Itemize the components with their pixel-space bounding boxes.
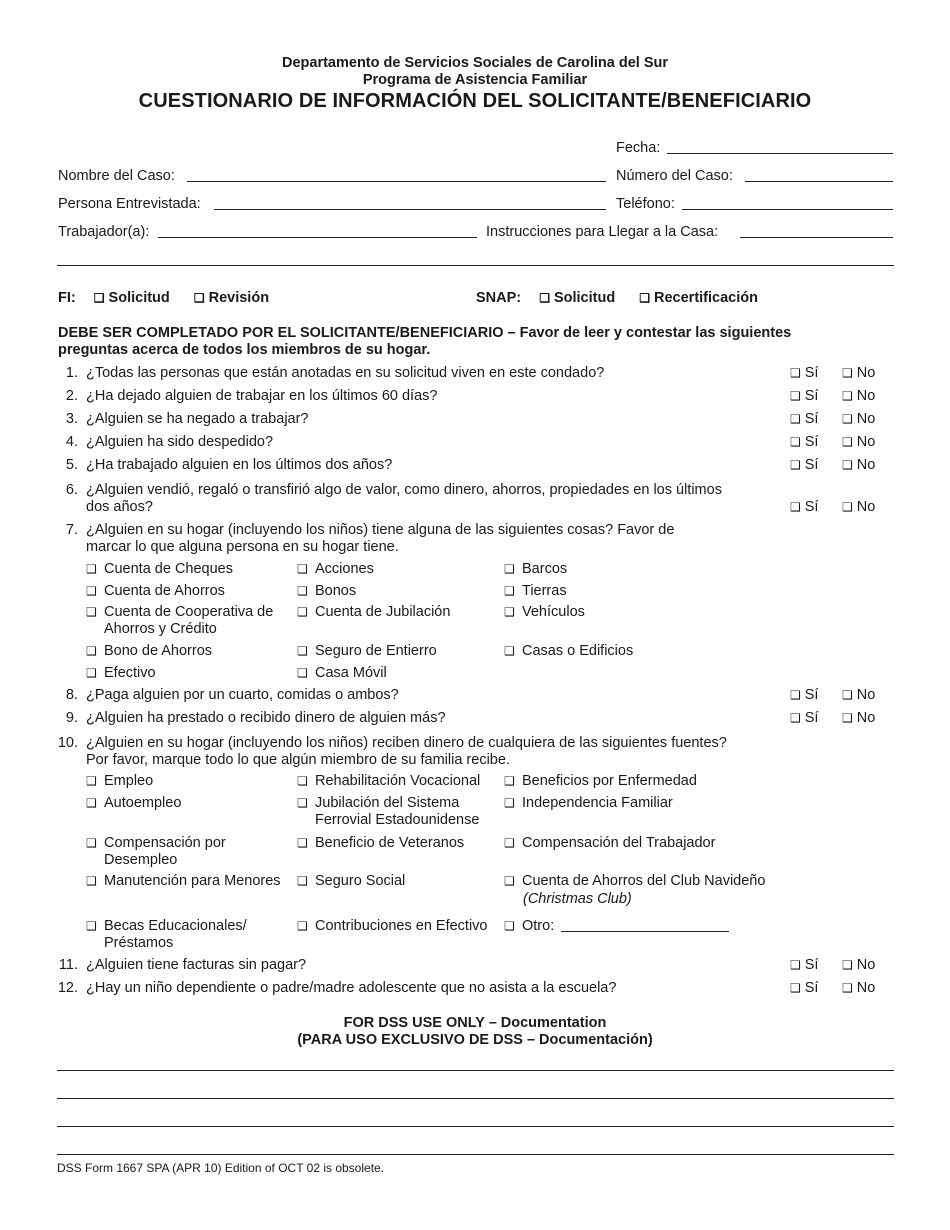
checkbox-icon[interactable]: ❑	[842, 500, 853, 514]
q7-option-9[interactable]	[504, 604, 704, 621]
option-label: Efectivo	[104, 665, 156, 681]
question-text: ¿Alguien tiene facturas sin pagar?	[86, 957, 307, 973]
checkbox-icon[interactable]: ❑	[842, 389, 853, 403]
instrucciones-label: Instrucciones para Llegar a la Casa:	[486, 224, 719, 240]
q10-option-7[interactable]	[86, 835, 286, 869]
yes-label: Sí	[804, 365, 819, 381]
option-label: Casas o Edificios	[522, 643, 634, 659]
question-text: ¿Alguien ha sido despedido?	[86, 434, 274, 450]
yes-label: Sí	[804, 388, 819, 404]
option-label: Cuenta de Ahorros del Club Navideño	[522, 873, 766, 889]
question-12-yes-option[interactable]	[790, 980, 818, 996]
checkbox-icon[interactable]: ❑	[790, 389, 801, 403]
option-label: Autoempleo	[104, 795, 182, 811]
checkbox-icon[interactable]: ❑	[86, 584, 97, 598]
q10-option-11[interactable]	[297, 873, 502, 890]
fi-revision-checkbox[interactable]: ❑	[193, 291, 205, 305]
checkbox-icon[interactable]: ❑	[842, 711, 853, 725]
q7-option-13[interactable]	[86, 665, 276, 682]
no-label: No	[856, 957, 876, 973]
option-label: Seguro Social	[315, 873, 406, 889]
question-9-yes-option[interactable]	[790, 710, 818, 726]
question-text: ¿Todas las personas que están anotadas en su solicitud viven en este condado?	[86, 365, 605, 381]
option-label: Bono de Ahorros	[104, 643, 213, 659]
checkbox-icon[interactable]: ❑	[504, 644, 515, 658]
checkbox-icon[interactable]: ❑	[86, 874, 97, 888]
option-label: Seguro de Entierro	[315, 643, 437, 659]
yes-label: Sí	[804, 457, 819, 473]
no-label: No	[856, 434, 876, 450]
question-text: ¿Alguien se ha negado a trabajar?	[86, 411, 309, 427]
checkbox-icon[interactable]: ❑	[86, 644, 97, 658]
q7-option-3[interactable]	[504, 561, 704, 578]
q10-option-1[interactable]	[86, 773, 286, 790]
no-label: No	[856, 457, 876, 473]
fi-group	[58, 290, 269, 306]
option-label: Beneficio de Veteranos	[315, 835, 465, 851]
q7-option-4[interactable]	[86, 583, 276, 600]
option-label: Vehículos	[522, 604, 585, 620]
option-label: Barcos	[522, 561, 568, 577]
doc-line-3[interactable]	[57, 1126, 894, 1127]
snap-recert-label: Recertificación	[654, 290, 758, 306]
question-4-no-option[interactable]	[842, 434, 875, 450]
question-text: ¿Alguien en su hogar (incluyendo los niños) tiene alguna de las siguientes cosas? Favor de marcar lo que alguna persona en su hogar tiene.	[86, 522, 675, 555]
instrucciones-field[interactable]	[740, 237, 893, 238]
trabajador-field[interactable]	[158, 237, 477, 238]
q10-option-9[interactable]	[504, 835, 794, 852]
checkbox-icon[interactable]: ❑	[504, 584, 515, 598]
snap-group	[476, 290, 758, 306]
q7-option-8[interactable]	[297, 604, 487, 621]
fecha-field[interactable]	[667, 153, 893, 154]
question-6-yes-option[interactable]	[790, 499, 818, 515]
checkbox-icon[interactable]: ❑	[790, 958, 801, 972]
no-label: No	[856, 687, 876, 703]
q7-option-6[interactable]	[504, 583, 704, 600]
question-6-no-option[interactable]	[842, 499, 875, 515]
option-label: Casa Móvil	[315, 665, 387, 681]
checkbox-icon[interactable]: ❑	[86, 836, 97, 850]
no-label: No	[856, 499, 876, 515]
persona-label: Persona Entrevistada:	[58, 196, 201, 212]
option-label: Cuenta de Jubilación	[315, 604, 451, 620]
checkbox-icon[interactable]: ❑	[790, 435, 801, 449]
checkbox-icon[interactable]: ❑	[86, 605, 97, 619]
yes-label: Sí	[804, 980, 819, 996]
fi-solicitud-label: Solicitud	[108, 290, 170, 306]
question-text: ¿Hay un niño dependiente o padre/madre adolescente que no asista a la escuela?	[86, 980, 617, 996]
form-title: CUESTIONARIO DE INFORMACIÓN DEL SOLICITANTE/BENEFICIARIO	[138, 90, 812, 112]
question-number: 9.	[65, 710, 78, 726]
checkbox-icon[interactable]: ❑	[790, 711, 801, 725]
question-number: 8.	[65, 687, 78, 703]
checkbox-icon[interactable]: ❑	[297, 605, 308, 619]
question-5-yes-option[interactable]	[790, 457, 818, 473]
checkbox-icon[interactable]: ❑	[297, 562, 308, 576]
option-label: Jubilación del Sistema Ferrovial Estadounidense	[315, 795, 480, 828]
checkbox-icon[interactable]: ❑	[86, 774, 97, 788]
instructions: DEBE SER COMPLETADO POR EL SOLICITANTE/BENEFICIARIO – Favor de leer y contestar las siguientes preguntas acerca de todos los miembros de su hogar.	[58, 325, 792, 358]
yes-label: Sí	[804, 434, 819, 450]
q10-option-8[interactable]	[297, 835, 502, 852]
question-2-yes-option[interactable]	[790, 388, 818, 404]
checkbox-icon[interactable]: ❑	[842, 458, 853, 472]
checkbox-icon[interactable]: ❑	[86, 562, 97, 576]
checkbox-icon[interactable]: ❑	[297, 584, 308, 598]
checkbox-icon[interactable]: ❑	[86, 796, 97, 810]
question-number: 12.	[57, 980, 78, 996]
option-label: Rehabilitación Vocacional	[315, 773, 481, 789]
checkbox-icon[interactable]: ❑	[842, 958, 853, 972]
yes-label: Sí	[804, 957, 819, 973]
question-text: ¿Alguien en su hogar (incluyendo los niños) reciben dinero de cualquiera de las siguientes fuentes? Por favor, marque todo lo que algún miembro de su familia recibe.	[86, 735, 727, 768]
q7-option-2[interactable]	[297, 561, 487, 578]
checkbox-icon[interactable]: ❑	[297, 644, 308, 658]
checkbox-icon[interactable]: ❑	[504, 919, 515, 933]
q10-option-15[interactable]	[504, 918, 794, 935]
dss-use-line2: (PARA USO EXCLUSIVO DE DSS – Documentación)	[297, 1032, 653, 1048]
checkbox-icon[interactable]: ❑	[297, 919, 308, 933]
checkbox-icon[interactable]: ❑	[504, 874, 515, 888]
question-11-yes-option[interactable]	[790, 957, 818, 973]
option-label: Acciones	[315, 561, 374, 577]
otro-field[interactable]	[561, 931, 729, 932]
yes-label: Sí	[804, 411, 819, 427]
question-8-yes-option[interactable]	[790, 687, 818, 703]
checkbox-icon[interactable]: ❑	[790, 981, 801, 995]
q7-option-7[interactable]	[86, 604, 276, 638]
question-number: 3.	[65, 411, 78, 427]
option-label: Contribuciones en Efectivo	[315, 918, 488, 934]
divider	[57, 265, 894, 266]
checkbox-icon[interactable]: ❑	[842, 981, 853, 995]
question-number: 10.	[57, 735, 78, 751]
q10-option-3[interactable]	[504, 773, 794, 790]
checkbox-icon[interactable]: ❑	[504, 605, 515, 619]
fecha-label: Fecha:	[616, 140, 661, 156]
checkbox-icon[interactable]: ❑	[504, 774, 515, 788]
q10-option-13[interactable]	[86, 918, 286, 952]
question-4-yes-option[interactable]	[790, 434, 818, 450]
question-text: ¿Ha dejado alguien de trabajar en los últimos 60 días?	[86, 388, 438, 404]
q7-option-10[interactable]	[86, 643, 276, 660]
telefono-field[interactable]	[682, 209, 893, 210]
checkbox-icon[interactable]: ❑	[297, 836, 308, 850]
christmas-club-note: (Christmas Club)	[523, 891, 632, 907]
doc-line-4[interactable]	[57, 1154, 894, 1155]
no-label: No	[856, 365, 876, 381]
checkbox-icon[interactable]: ❑	[504, 796, 515, 810]
question-number: 7.	[65, 522, 78, 538]
q10-option-12[interactable]	[504, 873, 794, 890]
yes-label: Sí	[804, 687, 819, 703]
option-label: Cuenta de Cooperativa de Ahorros y Crédito	[104, 604, 274, 637]
option-label: Becas Educacionales/ Préstamos	[104, 918, 247, 951]
yes-label: Sí	[804, 499, 819, 515]
checkbox-icon[interactable]: ❑	[297, 796, 308, 810]
q10-option-14[interactable]	[297, 918, 502, 935]
question-9-no-option[interactable]	[842, 710, 875, 726]
q7-option-14[interactable]	[297, 665, 487, 682]
trabajador-label: Trabajador(a):	[58, 224, 150, 240]
program-name: Programa de Asistencia Familiar	[362, 72, 588, 88]
fi-label: FI:	[58, 290, 76, 306]
question-text: ¿Paga alguien por un cuarto, comidas o ambos?	[86, 687, 399, 703]
no-label: No	[856, 388, 876, 404]
question-text: ¿Ha trabajado alguien en los últimos dos años?	[86, 457, 393, 473]
option-label: Independencia Familiar	[522, 795, 673, 811]
checkbox-icon[interactable]: ❑	[504, 836, 515, 850]
checkbox-icon[interactable]: ❑	[86, 666, 97, 680]
no-label: No	[856, 710, 876, 726]
option-label: Bonos	[315, 583, 357, 599]
snap-solicitud-checkbox[interactable]: ❑	[539, 291, 550, 305]
telefono-label: Teléfono:	[616, 196, 675, 212]
checkbox-icon[interactable]: ❑	[842, 412, 853, 426]
q10-option-6[interactable]	[504, 795, 794, 812]
question-number: 2.	[65, 388, 78, 404]
question-12-no-option[interactable]	[842, 980, 875, 996]
question-text: ¿Alguien vendió, regaló o transfirió algo de valor, como dinero, ahorros, propiedades en los últimos dos años?	[86, 482, 722, 515]
agency-name: Departamento de Servicios Sociales de Carolina del Sur	[282, 55, 668, 71]
q10-option-10[interactable]	[86, 873, 286, 890]
question-3-no-option[interactable]	[842, 411, 875, 427]
no-label: No	[856, 980, 876, 996]
q7-option-5[interactable]	[297, 583, 487, 600]
option-label: Cuenta de Cheques	[104, 561, 233, 577]
numero-caso-field[interactable]	[745, 181, 893, 182]
checkbox-icon[interactable]: ❑	[790, 412, 801, 426]
option-label: Manutención para Menores	[104, 873, 281, 889]
checkbox-icon[interactable]: ❑	[86, 919, 97, 933]
nombre-caso-label: Nombre del Caso:	[58, 168, 175, 184]
option-label: Compensación por Desempleo	[104, 835, 226, 868]
question-1-yes-option[interactable]	[790, 365, 818, 381]
checkbox-icon[interactable]: ❑	[790, 500, 801, 514]
question-11-no-option[interactable]	[842, 957, 875, 973]
question-8-no-option[interactable]	[842, 687, 875, 703]
q7-option-11[interactable]	[297, 643, 487, 660]
checkbox-icon[interactable]: ❑	[504, 562, 515, 576]
snap-label: SNAP:	[476, 290, 522, 306]
q10-option-4[interactable]	[86, 795, 286, 812]
checkbox-icon[interactable]: ❑	[842, 688, 853, 702]
question-number: 5.	[65, 457, 78, 473]
q10-option-2[interactable]	[297, 773, 502, 790]
yes-label: Sí	[804, 710, 819, 726]
q10-option-5[interactable]	[297, 795, 502, 829]
doc-line-2[interactable]	[57, 1098, 894, 1099]
q7-option-1[interactable]	[86, 561, 276, 578]
question-text: ¿Alguien ha prestado o recibido dinero de alguien más?	[86, 710, 446, 726]
option-label: Beneficios por Enfermedad	[522, 773, 697, 789]
question-number: 11.	[58, 957, 78, 973]
checkbox-icon[interactable]: ❑	[297, 774, 308, 788]
question-number: 1.	[65, 365, 78, 381]
option-label: Cuenta de Ahorros	[104, 583, 225, 599]
dss-use-line1: FOR DSS USE ONLY – Documentation	[343, 1015, 607, 1031]
checkbox-icon[interactable]: ❑	[790, 366, 801, 380]
option-label: Empleo	[104, 773, 154, 789]
option-label: Otro:	[522, 918, 555, 934]
checkbox-icon[interactable]: ❑	[790, 688, 801, 702]
no-label: No	[856, 411, 876, 427]
checkbox-icon[interactable]: ❑	[842, 366, 853, 380]
fi-revision-label: Revisión	[208, 290, 270, 306]
question-5-no-option[interactable]	[842, 457, 875, 473]
snap-solicitud-label: Solicitud	[553, 290, 616, 306]
question-3-yes-option[interactable]	[790, 411, 818, 427]
persona-field[interactable]	[214, 209, 606, 210]
nombre-caso-field[interactable]	[187, 181, 606, 182]
doc-line-1[interactable]	[57, 1070, 894, 1071]
question-2-no-option[interactable]	[842, 388, 875, 404]
checkbox-icon[interactable]: ❑	[297, 874, 308, 888]
fi-solicitud-checkbox[interactable]: ❑	[93, 291, 105, 305]
snap-recert-checkbox[interactable]: ❑	[639, 291, 651, 305]
option-label: Compensación del Trabajador	[522, 835, 716, 851]
question-number: 4.	[65, 434, 78, 450]
question-1-no-option[interactable]	[842, 365, 875, 381]
q7-option-12[interactable]	[504, 643, 704, 660]
checkbox-icon[interactable]: ❑	[790, 458, 801, 472]
option-label: Tierras	[522, 583, 567, 599]
numero-caso-label: Número del Caso:	[616, 168, 733, 184]
form-footer: DSS Form 1667 SPA (APR 10) Edition of OCT 02 is obsolete.	[57, 1161, 385, 1175]
checkbox-icon[interactable]: ❑	[842, 435, 853, 449]
question-number: 6.	[65, 482, 78, 498]
checkbox-icon[interactable]: ❑	[297, 666, 308, 680]
